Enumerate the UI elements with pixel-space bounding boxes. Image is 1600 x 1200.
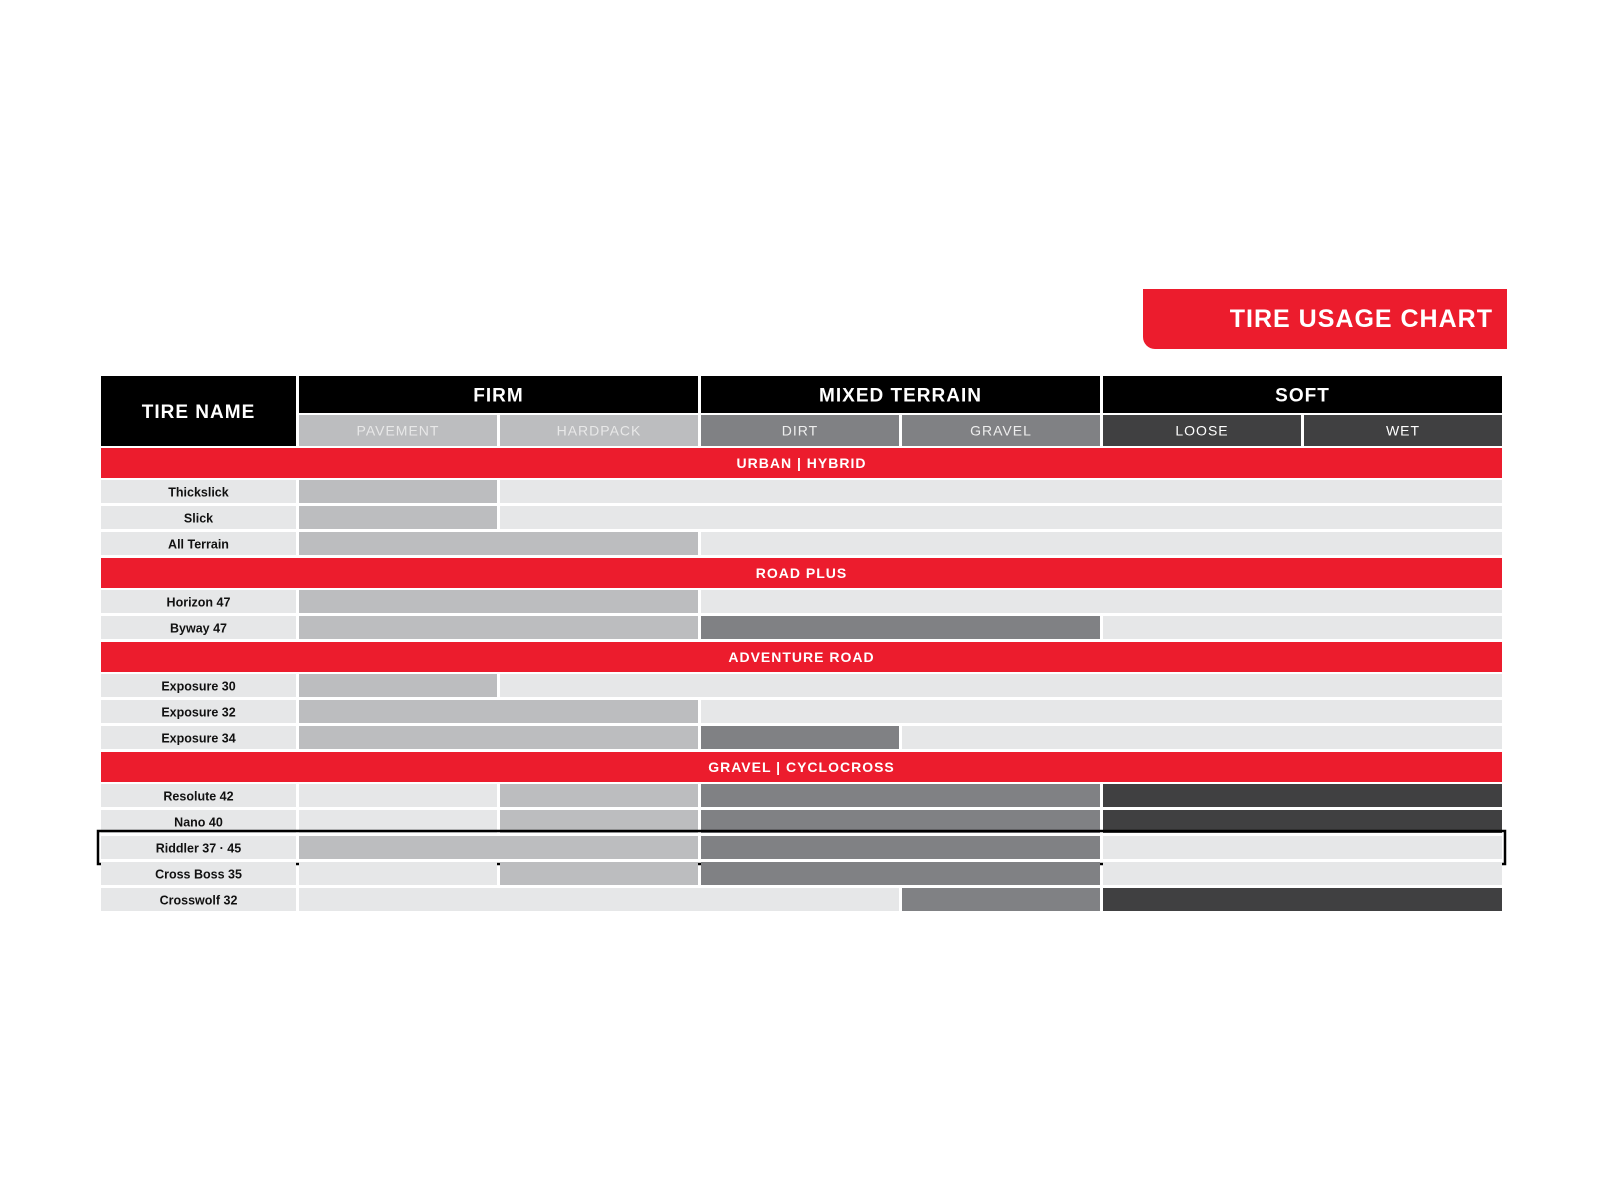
name-header-label: TIRE NAME [141, 402, 256, 423]
section-label: URBAN | HYBRID [736, 455, 867, 471]
column-header-label: WET [1385, 422, 1421, 439]
usage-bar [701, 616, 1100, 639]
usage-bar [701, 784, 1100, 807]
usage-bar [500, 862, 698, 885]
usage-bar [299, 616, 698, 639]
tire-name: Byway 47 [170, 621, 227, 636]
usage-bar [500, 810, 698, 833]
usage-empty [299, 784, 497, 807]
usage-empty [1103, 836, 1502, 859]
usage-bar [299, 532, 698, 555]
usage-empty [1103, 862, 1502, 885]
column-header-label: DIRT [781, 422, 819, 439]
group-header-label: MIXED TERRAIN [819, 385, 982, 407]
column-header-label: GRAVEL [970, 422, 1032, 439]
tire-name: Riddler 37 · 45 [155, 841, 242, 856]
usage-bar [500, 784, 698, 807]
group-header-label: FIRM [473, 385, 524, 407]
usage-bar [299, 590, 698, 613]
usage-bar [701, 862, 1100, 885]
tire-name: Exposure 34 [161, 731, 236, 746]
usage-empty [902, 726, 1502, 749]
tire-name: All Terrain [168, 537, 229, 552]
usage-bar [299, 700, 698, 723]
column-header-label: LOOSE [1175, 422, 1229, 439]
tire-name: Resolute 42 [163, 789, 234, 804]
usage-bar [1103, 810, 1502, 833]
usage-empty [701, 700, 1502, 723]
usage-empty [701, 532, 1502, 555]
column-header-label: HARDPACK [556, 422, 642, 439]
usage-bar [701, 836, 1100, 859]
usage-bar [902, 888, 1100, 911]
usage-empty [500, 506, 1502, 529]
usage-bar [701, 726, 899, 749]
usage-empty [500, 674, 1502, 697]
usage-bar [299, 674, 497, 697]
section-label: GRAVEL | CYCLOCROSS [708, 759, 895, 775]
usage-empty [299, 862, 497, 885]
column-header-label: PAVEMENT [356, 422, 440, 439]
usage-bar [299, 506, 497, 529]
tire-name: Exposure 30 [161, 679, 236, 694]
usage-empty [299, 888, 899, 911]
usage-empty [299, 810, 497, 833]
tire-name: Crosswolf 32 [159, 893, 238, 908]
section-label: ROAD PLUS [755, 565, 848, 581]
group-header-label: SOFT [1275, 385, 1330, 407]
usage-bar [299, 836, 698, 859]
usage-bar [299, 726, 698, 749]
usage-empty [500, 480, 1502, 503]
tire-name: Slick [183, 511, 214, 526]
usage-empty [1103, 616, 1502, 639]
tire-name: Nano 40 [174, 815, 223, 830]
tire-name: Cross Boss 35 [155, 867, 242, 882]
usage-bar [1103, 888, 1502, 911]
usage-bar [701, 810, 1100, 833]
usage-bar [1103, 784, 1502, 807]
chart-title: TIRE USAGE CHART [1229, 304, 1493, 333]
section-label: ADVENTURE ROAD [728, 649, 875, 665]
tire-name: Thickslick [168, 485, 229, 500]
usage-empty [701, 590, 1502, 613]
tire-name: Exposure 32 [161, 705, 236, 720]
usage-bar [299, 480, 497, 503]
tire-name: Horizon 47 [166, 595, 231, 610]
